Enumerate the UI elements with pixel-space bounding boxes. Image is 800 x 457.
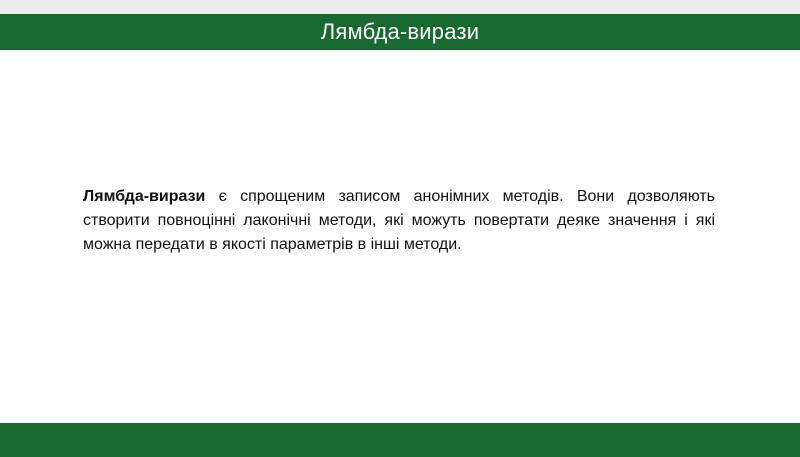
slide-title: Лямбда-вирази: [320, 19, 480, 44]
footer-bar: [0, 423, 800, 457]
body-term: Лямбда-вирази: [83, 188, 206, 205]
body-paragraph: [83, 185, 715, 257]
title-bar: [0, 14, 800, 50]
body-text: є спрощеним записом анонімних методів. Вони дозволяють створити повноцінні лаконічні методи, які можуть повертати деяке значення і які можна передати в якості параметрів в інші методи.: [83, 188, 715, 253]
